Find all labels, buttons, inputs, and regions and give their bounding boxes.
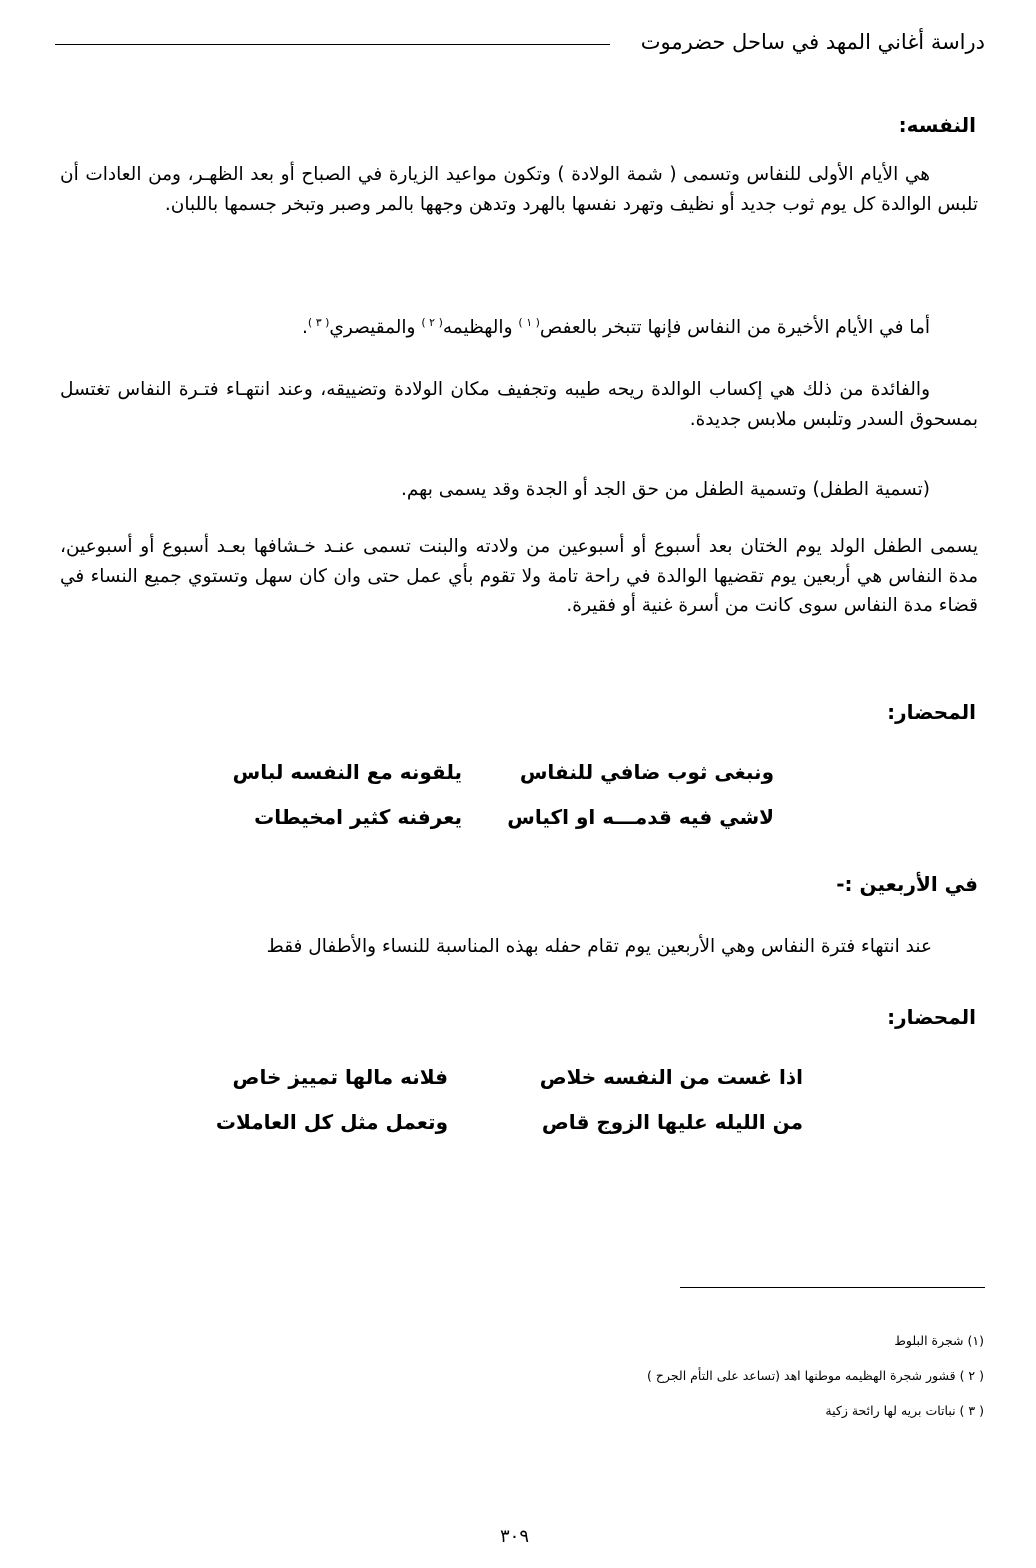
verse-line: لاشي فيه قدمـــه او اكياس [507,805,774,829]
footnote-separator [680,1287,985,1288]
paragraph-first-days: هي الأيام الأولى للنفاس وتسمى ( شمة الولادة ) وتكون مواعيد الزيارة في الصباح أو بعد الظهـر، ومن العادات أن تلبس الوالدة كل يوم ثوب جديد أو نظيف وتهرد نفسها بالهرد وتدهن وجهها بالمر وصبر وتبخر جسمها باللبان. [60,164,978,215]
header-rule [55,44,610,45]
verse-line: وتعمل مثل كل العاملات [215,1110,448,1134]
incense-text-2: والهظيمه [442,317,519,338]
verse-line: يلقونه مع النفسه لباس [232,760,462,784]
incense-text-3: والمقيصري [329,317,422,338]
paragraph-naming: (تسمية الطفل) وتسمية الطفل من حق الجد أو الجدة وقد يسمى بهم. [400,479,930,500]
poem-label-1: المحضار: [887,700,976,724]
verse-line: من الليله عليها الزوج قاص [541,1110,803,1134]
running-header [55,30,985,66]
verse-line: فلانه مالها تمييز خاص [232,1065,448,1089]
incense-text-end: . [302,317,308,338]
verse-line: ونبغى ثوب ضافي للنفاس [519,760,774,784]
paragraph-naming-details: يسمى الطفل الولد يوم الختان بعد أسبوع أو أسبوعين من ولادته والبنت تسمى عنـد خـشافها بعـد أسبوع أو أسبوعين، مدة النفاس هي أربعين يوم تقضيها الوالدة في راحة تامة ولا تقوم بأي عمل حتى وان كان سهل وتستوي جميع النساء في قضاء مدة النفاس سوى كانت من أسرة غنية أو فقيرة. [60,536,978,617]
section-heading-forty: في الأربعين :- [836,872,978,896]
poem-label-2: المحضار: [887,1005,976,1029]
paragraph-last-days [60,313,978,343]
footnote-ref-2: ( ٢ ) [421,315,443,329]
paragraph-forty: عند انتهاء فترة النفاس وهي الأربعين يوم تقام حفله بهذه المناسبة للنساء والأطفال فقط [266,936,932,957]
incense-text: أما في الأيام الأخيرة من النفاس فإنها تتبخر بالعفص [539,317,930,338]
verse-line: اذا غست من النفسه خلاص [539,1065,803,1089]
paragraph-benefit: والفائدة من ذلك هي إكساب الوالدة ريحه طيبه وتجفيف مكان الولادة وتضييقه، وعند انتهـاء فتـرة النفاس تغتسل بمسحوق السدر وتلبس ملابس جديدة. [60,379,978,430]
header-title: دراسة أغاني المهد في ساحل حضرموت [640,30,985,54]
verse-line: يعرفنه كثير امخيطات [254,805,462,829]
footnote-ref-3: ( ٣ ) [307,315,330,329]
page-number: ٣٠٩ [500,1526,530,1547]
section-heading-nafsa: النفسه: [898,113,976,137]
footnote-3: ( ٣ ) نباتات بريه لها رائحة زكية [825,1403,984,1418]
footnote-ref-1: ( ١ ) [518,315,540,329]
footnote-1: (١) شجرة البلوط [894,1333,984,1348]
footnote-2: ( ٢ ) قشور شجرة الهظيمه موطنها اهد (تساعد على التأم الجرح ) [647,1368,984,1383]
